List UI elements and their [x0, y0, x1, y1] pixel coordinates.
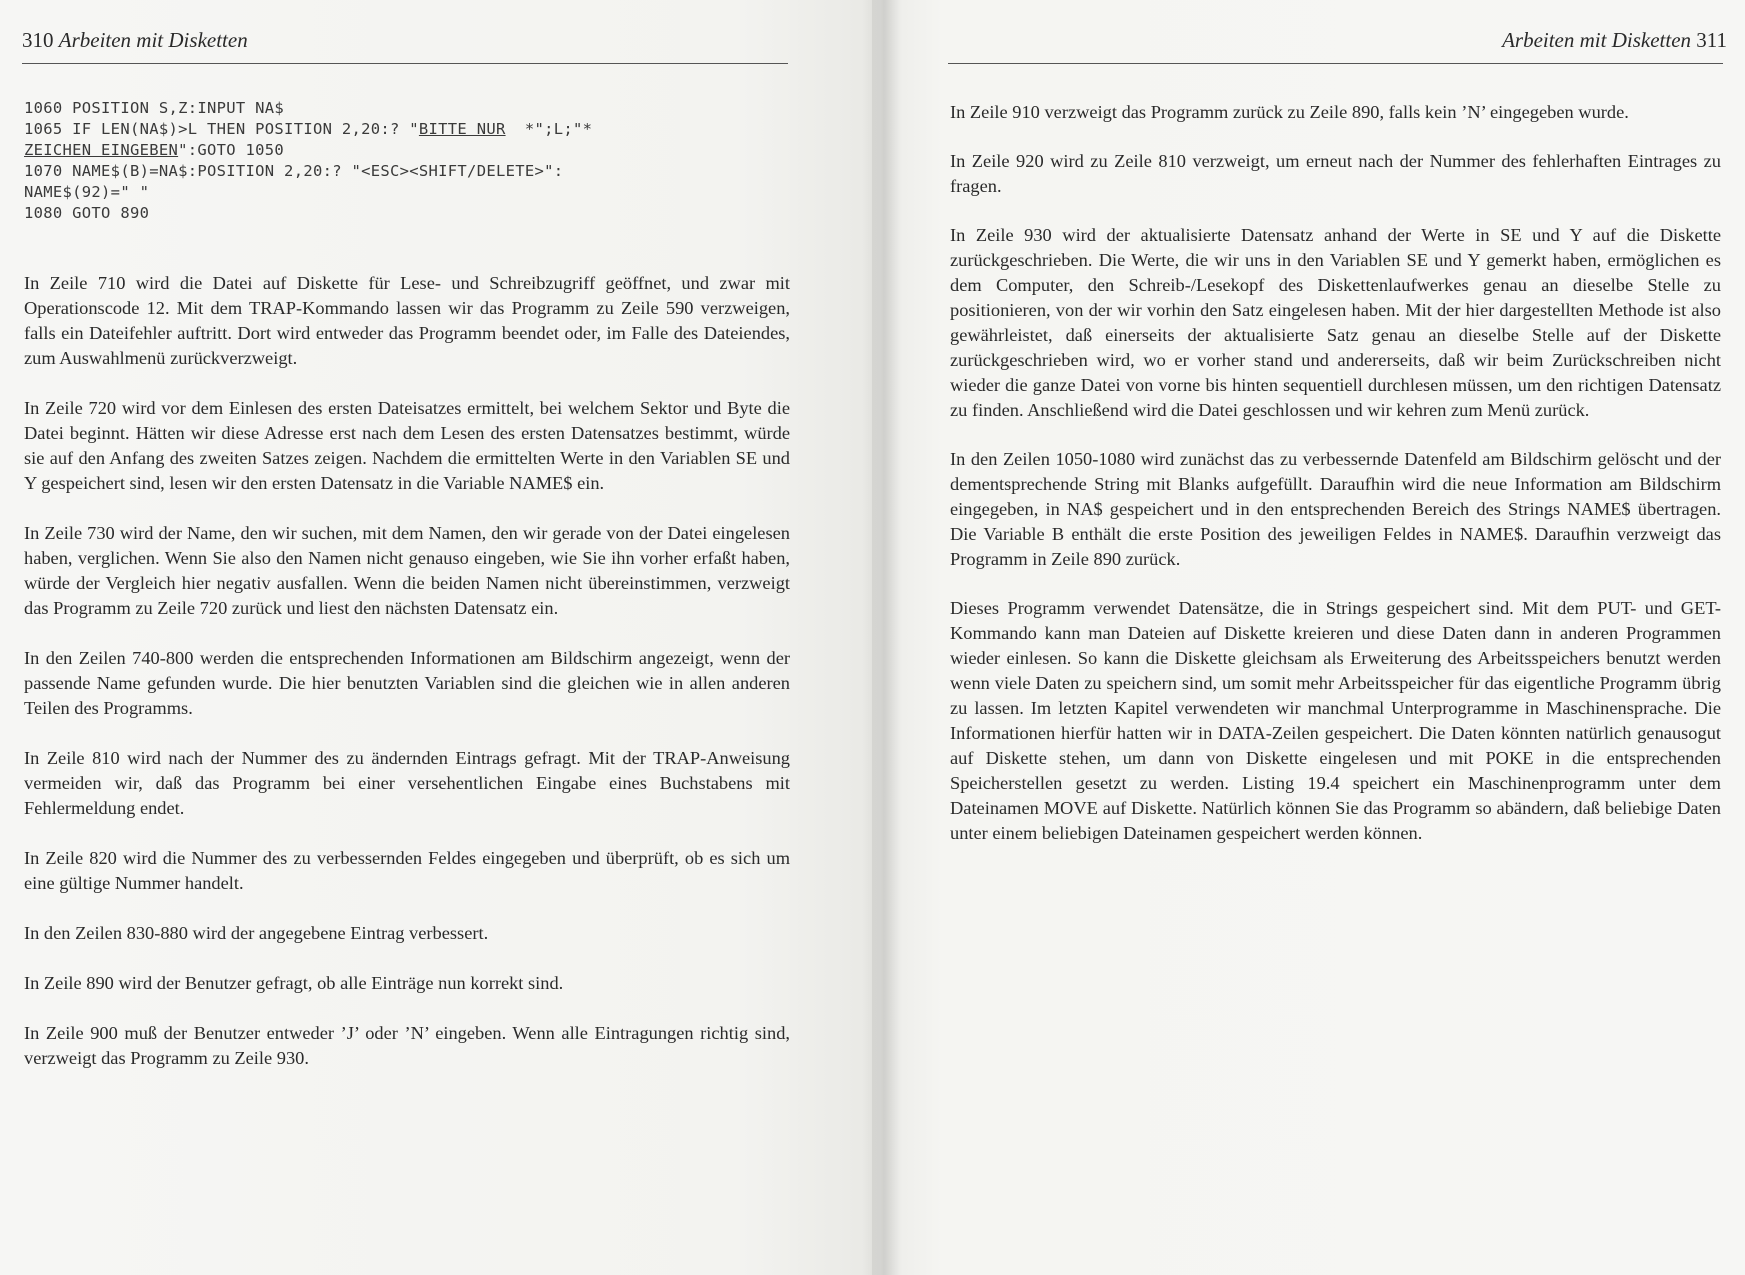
left-page-number: 310 — [22, 28, 54, 52]
left-running-title: Arbeiten mit Disketten — [58, 28, 248, 52]
paragraph: In Zeile 820 wird die Nummer des zu verbessernden Feldes eingegeben und überprüft, ob es sich um eine gültige Nummer handelt. — [24, 848, 790, 893]
paragraph: In Zeile 900 muß der Benutzer entweder ’J’ oder ’N’ eingeben. Wenn alle Eintragungen richtig sind, verzweigt das Programm zu Zeile 930. — [24, 1023, 790, 1068]
paragraph: In Zeile 710 wird die Datei auf Diskette für Lese- und Schreibzugriff geöffnet, und zwar mit Operationscode 12. Mit dem TRAP-Kommando lassen wir das Programm zu Zeile 590 verzweigen, falls ein Dateifehler auftritt. Dort wird entweder das Programm beendet oder, im Falle des Dateiendes, zum Auswahlmenü zurückverzweigt. — [24, 273, 790, 368]
left-header-rule — [22, 63, 788, 64]
paragraph: In Zeile 890 wird der Benutzer gefragt, ob alle Einträge nun korrekt sind. — [24, 973, 564, 993]
paragraph: In Zeile 920 wird zu Zeile 810 verzweigt, um erneut nach der Nummer des fehlerhaften Eintrages zu fragen. — [950, 151, 1721, 196]
right-page-number: 311 — [1696, 28, 1727, 52]
paragraph: In den Zeilen 830-880 wird der angegebene Eintrag verbessert. — [24, 923, 489, 943]
right-running-title: Arbeiten mit Disketten — [1502, 28, 1692, 52]
code-line: 1070 NAME$(B)=NA$:POSITION 2,20:? "<ESC><SHIFT/DELETE>": — [24, 162, 564, 180]
right-header-rule — [948, 63, 1723, 64]
paragraph: In Zeile 910 verzweigt das Programm zurück zu Zeile 890, falls kein ’N’ eingegeben wurde. — [950, 102, 1629, 122]
left-page-header — [22, 26, 248, 54]
paragraph: In Zeile 730 wird der Name, den wir suchen, mit dem Namen, den wir gerade von der Datei eingelesen haben, verglichen. Wenn Sie also den Namen nicht genauso eingeben, wie Sie ihn vorher erfaßt haben, würde der Vergleich hier negativ ausfallen. Wenn die beiden Namen nicht übereinstimmen, verzweigt das Programm zu Zeile 720 zurück und liest den nächsten Datensatz ein. — [24, 523, 790, 618]
code-line: 1080 GOTO 890 — [24, 204, 150, 222]
code-line: 1060 POSITION S,Z:INPUT NA$ — [24, 99, 285, 117]
code-line: ZEICHEN EINGEBEN":GOTO 1050 — [24, 141, 285, 159]
book-gutter-shadow — [862, 0, 902, 1275]
paragraph: In Zeile 720 wird vor dem Einlesen des ersten Dateisatzes ermittelt, bei welchem Sektor und Byte die Datei beginnt. Hätten wir diese Adresse erst nach dem Lesen des ersten Datensatzes bestimmt, würde sie auf den Anfang des zweiten Satzes zeigen. Nachdem die ermittelten Werte in den Variablen SE und Y gespeichert sind, lesen wir den ersten Datensatz in die Variable NAME$ ein. — [24, 398, 790, 493]
basic-code-listing — [24, 98, 764, 224]
left-page — [0, 0, 872, 1275]
left-body-text — [24, 271, 790, 1096]
code-line: 1065 IF LEN(NA$)>L THEN POSITION 2,20:? "BITTE NUR *";L;"* — [24, 120, 593, 138]
code-line: NAME$(92)=" " — [24, 183, 150, 201]
right-page-header — [1502, 26, 1727, 54]
paragraph: In den Zeilen 1050-1080 wird zunächst das zu verbessernde Datenfeld am Bildschirm gelöscht und der dementsprechende String mit Blanks aufgefüllt. Daraufhin wird die neue Information am Bildschirm eingegeben, in NA$ gespeichert und in den entsprechenden Bereich des Strings NAME$ übertragen. Die Variable B enthält die erste Position des jeweiligen Feldes in NAME$. Daraufhin verzweigt das Programm in Zeile 890 zurück. — [950, 449, 1721, 569]
paragraph: Dieses Programm verwendet Datensätze, die in Strings gespeichert sind. Mit dem PUT- und GET-Kommando kann man Dateien auf Diskette kreieren und diese Daten dann in anderen Programmen wieder einlesen. So kann die Diskette gleichsam als Erweiterung des Arbeitsspeichers benutzt werden wenn viele Daten zu speichern sind, um somit mehr Arbeitsspeicher für das eigentliche Programm übrig zu lassen. Im letzten Kapitel verwendeten wir manchmal Unterprogramme in Maschinensprache. Die Informationen hierfür hatten wir in DATA-Zeilen gespeichert. Die Daten könnten natürlich genausogut auf Diskette stehen, um dann von Diskette eingelesen und mit POKE in die entsprechenden Speicherstellen gesetzt zu werden. Listing 19.4 speichert ein Maschinenprogramm unter dem Dateinamen MOVE auf Diskette. Natürlich können Sie das Programm so abändern, daß beliebige Daten unter einem beliebigen Dateinamen gespeichert werden können. — [950, 598, 1721, 843]
paragraph: In Zeile 810 wird nach der Nummer des zu ändernden Eintrags gefragt. Mit der TRAP-Anweisung vermeiden wir, daß das Programm bei einer versehentlichen Eingabe eines Buchstabens mit Fehlermeldung endet. — [24, 748, 790, 818]
paragraph: In den Zeilen 740-800 werden die entsprechenden Informationen am Bildschirm angezeigt, wenn der passende Name gefunden wurde. Die hier benutzten Variablen sind die gleichen wie in allen anderen Teilen des Programms. — [24, 648, 790, 718]
right-body-text — [950, 100, 1721, 870]
paragraph: In Zeile 930 wird der aktualisierte Datensatz anhand der Werte in SE und Y auf die Diskette zurückgeschrieben. Die Werte, die wir uns in den Variablen SE und Y gemerkt haben, ermöglichen es dem Computer, den Schreib-/Lesekopf des Diskettenlaufwerkes genau an dieselbe Stelle zu positionieren, von der wir vorhin den Satz eingelesen haben. Mit der hier dargestellten Methode ist also gewährleistet, daß einerseits der aktualisierte Satz genau an dieselbe Stelle auf der Diskette zurückgeschrieben wird, wo er vorher stand und andererseits, daß wir beim Zurückschreiben nicht wieder die ganze Datei von vorne bis hinten sequentiell durchlesen müssen, um den richtigen Datensatz zu finden. Anschließend wird die Datei geschlossen und wir kehren zum Menü zurück. — [950, 225, 1721, 420]
right-page — [872, 0, 1745, 1275]
